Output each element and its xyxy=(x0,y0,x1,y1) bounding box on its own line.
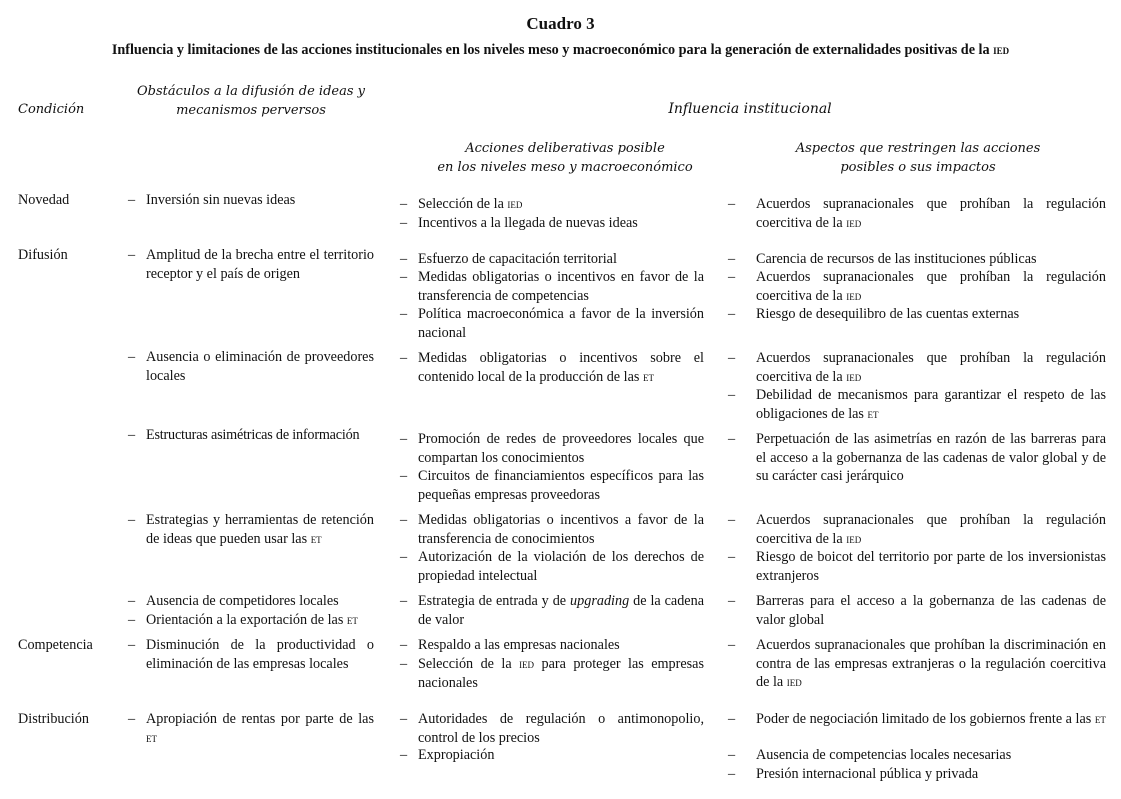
condition-difusion: Difusión xyxy=(18,247,68,263)
restriction-text: Riesgo de desequilibro de las cuentas externas xyxy=(756,306,1020,322)
restriction-item xyxy=(728,636,1106,692)
abbrev-ied: ied xyxy=(786,674,802,690)
action-item xyxy=(400,511,704,548)
bullet-dash: – xyxy=(400,251,408,267)
obstacle-text: Ausencia o eliminación de proveedores locales xyxy=(146,349,374,384)
bullet-dash: – xyxy=(728,593,736,609)
restriction-text-part: Poder de negociación limitado de los gobiernos frente a las xyxy=(756,711,1095,727)
bullet-dash: – xyxy=(128,593,136,609)
table-number: Cuadro 3 xyxy=(526,14,595,33)
action-text: Esfuerzo de capacitación territorial xyxy=(418,251,617,267)
action-text: Incentivos a la llegada de nuevas ideas xyxy=(418,215,638,231)
obstacle-item xyxy=(128,611,374,630)
action-item xyxy=(400,548,704,585)
action-item xyxy=(400,195,704,214)
bullet-dash: – xyxy=(128,192,136,208)
bullet-dash: – xyxy=(728,350,736,366)
restriction-text xyxy=(756,349,1106,386)
action-text xyxy=(418,592,704,629)
bullet-dash: – xyxy=(400,656,408,672)
action-text: Autoridades de regulación o antimonopolio, control de los precios xyxy=(418,711,704,746)
header-actions-line2: en los niveles meso y macroeconómico xyxy=(437,160,693,175)
bullet-dash: – xyxy=(128,637,136,653)
restriction-text xyxy=(756,268,1106,305)
restriction-text-part: Acuerdos supranacionales que prohíban la regulación coercitiva de la xyxy=(756,196,1106,231)
action-item xyxy=(400,710,704,747)
action-text: Medidas obligatorias o incentivos a favor de la transferencia de conocimientos xyxy=(418,512,704,547)
action-item xyxy=(400,467,704,504)
bullet-dash: – xyxy=(400,593,408,609)
action-text-part: Selección de la xyxy=(418,196,508,212)
abbrev-et: et xyxy=(1094,711,1106,726)
bullet-dash: – xyxy=(128,247,136,263)
bullet-dash: – xyxy=(128,612,136,628)
table-title xyxy=(0,42,1121,59)
restriction-text xyxy=(756,386,1106,423)
table-title-abbrev: ied xyxy=(993,42,1010,57)
restriction-text: Barreras para el acceso a la gobernanza de las cadenas de valor global xyxy=(756,593,1106,628)
action-item xyxy=(400,349,704,386)
obstacle-text: Inversión sin nuevas ideas xyxy=(146,192,296,208)
abbrev-ied: ied xyxy=(846,287,862,303)
restriction-item xyxy=(728,548,1106,585)
obstacle-item xyxy=(128,348,374,385)
condition-competencia: Competencia xyxy=(18,637,93,653)
abbrev-ied: ied xyxy=(846,214,862,230)
restriction-item xyxy=(728,592,1106,629)
bullet-dash: – xyxy=(400,269,408,285)
obstacle-text-part: Orientación a la exportación de las xyxy=(146,612,347,628)
restriction-item xyxy=(728,268,1106,305)
abbrev-ied: ied xyxy=(507,196,523,211)
bullet-dash: – xyxy=(400,431,408,447)
action-text xyxy=(418,195,704,214)
bullet-dash: – xyxy=(728,637,736,653)
action-item xyxy=(400,250,704,269)
action-item xyxy=(400,430,704,467)
bullet-dash: – xyxy=(728,549,736,565)
bullet-dash: – xyxy=(400,512,408,528)
restriction-item xyxy=(728,430,1106,486)
condition-distribucion: Distribución xyxy=(18,711,89,727)
restriction-text-part: Acuerdos supranacionales que prohíban la regulación coercitiva de la xyxy=(756,350,1106,385)
action-item xyxy=(400,268,704,305)
bullet-dash: – xyxy=(728,512,736,528)
bullet-dash: – xyxy=(128,427,135,443)
abbrev-ied: ied xyxy=(846,530,862,546)
action-text-part: Selección de la xyxy=(418,656,520,672)
bullet-dash: – xyxy=(400,549,408,565)
bullet-dash: – xyxy=(728,196,736,212)
header-restrictions-line1: Aspectos que restringen las acciones xyxy=(795,141,1041,156)
restriction-item xyxy=(728,746,1106,765)
obstacle-text: Ausencia de competidores locales xyxy=(146,593,339,609)
bullet-dash: – xyxy=(128,711,136,727)
abbrev-ied: ied xyxy=(846,368,862,384)
action-text-part: Medidas obligatorias o incentivos sobre el contenido local de la producción de las xyxy=(418,350,704,385)
header-restrictions xyxy=(728,139,1108,177)
action-text: Expropiación xyxy=(418,747,495,763)
obstacle-text: Estructuras asimétricas de información xyxy=(146,427,360,443)
obstacle-text: Amplitud de la brecha entre el territorio receptor y el país de origen xyxy=(146,247,374,282)
action-text xyxy=(418,655,704,692)
action-text-part: de la cadena de valor xyxy=(418,593,704,628)
restriction-text xyxy=(756,195,1106,232)
restriction-text-part: Acuerdos supranacionales que prohíban la regulación coercitiva de la xyxy=(756,269,1106,304)
action-item xyxy=(400,655,704,692)
action-item xyxy=(400,305,704,342)
restriction-text: Riesgo de boicot del territorio por parte de los inversionistas extranjeros xyxy=(756,549,1106,584)
restriction-item xyxy=(728,250,1106,269)
bullet-dash: – xyxy=(400,637,408,653)
obstacle-text xyxy=(146,611,374,630)
action-text: Circuitos de financiamientos específicos para las pequeñas empresas proveedoras xyxy=(418,468,704,503)
action-text-italic: upgrading xyxy=(570,593,630,609)
action-text: Respaldo a las empresas nacionales xyxy=(418,637,620,653)
abbrev-et: et xyxy=(310,530,322,546)
restriction-item xyxy=(728,349,1106,386)
action-text: Política macroeconómica a favor de la inversión nacional xyxy=(418,306,704,341)
obstacle-text: Disminución de la productividad o eliminación de las empresas locales xyxy=(146,637,374,672)
bullet-dash: – xyxy=(400,350,408,366)
restriction-text-part: Debilidad de mecanismos para garantizar el respeto de las obligaciones de las xyxy=(756,387,1106,422)
restriction-text xyxy=(756,710,1106,729)
bullet-dash: – xyxy=(728,766,736,782)
abbrev-et: et xyxy=(346,612,358,627)
header-restrictions-line2: posibles o sus impactos xyxy=(840,160,996,175)
restriction-text-part: Acuerdos supranacionales que prohíban la discriminación en contra de las empresas extranjeras o la regulación coercitiva de la xyxy=(756,637,1106,691)
obstacle-text xyxy=(146,511,374,548)
bullet-dash: – xyxy=(400,747,408,763)
bullet-dash: – xyxy=(728,269,736,285)
bullet-dash: – xyxy=(728,306,736,322)
restriction-text xyxy=(756,511,1106,548)
table-title-text: Influencia y limitaciones de las acciones institucionales en los niveles meso y macroeconómico para la generación de externalidades positivas de la xyxy=(111,42,994,58)
restriction-text: Perpetuación de las asimetrías en razón de las barreras para el acceso a la gobernanza de las cadenas de valor global y de su carácter casi jerárquico xyxy=(756,431,1106,485)
restriction-text-part: Acuerdos supranacionales que prohíban la regulación coercitiva de la xyxy=(756,512,1106,547)
obstacle-text-part: Estrategias y herramientas de retención de ideas que pueden usar las xyxy=(146,512,374,547)
restriction-item xyxy=(728,386,1106,423)
header-actions xyxy=(400,139,730,177)
obstacle-item xyxy=(128,511,374,548)
header-obstacles-line2: mecanismos perversos xyxy=(176,103,326,118)
restriction-item xyxy=(728,765,1106,784)
action-text xyxy=(418,349,704,386)
header-actions-line1: Acciones deliberativas posible xyxy=(465,141,665,156)
restriction-text: Ausencia de competencias locales necesarias xyxy=(756,747,1012,763)
abbrev-et: et xyxy=(642,368,654,384)
abbrev-ied: ied xyxy=(519,656,535,671)
bullet-dash: – xyxy=(400,468,408,484)
obstacle-item xyxy=(128,710,374,747)
bullet-dash: – xyxy=(728,747,736,763)
obstacle-item xyxy=(128,246,374,283)
obstacle-text-part: Apropiación de rentas por parte de las xyxy=(146,711,374,727)
restriction-text: Carencia de recursos de las instituciones públicas xyxy=(756,251,1037,267)
obstacle-item xyxy=(128,592,374,611)
bullet-dash: – xyxy=(728,387,736,403)
restriction-item xyxy=(728,195,1106,232)
bullet-dash: – xyxy=(400,306,408,322)
header-obstacles-line1: Obstáculos a la difusión de ideas y xyxy=(136,84,366,99)
obstacle-item xyxy=(128,191,374,210)
restriction-item xyxy=(728,305,1106,324)
action-text: Medidas obligatorias o incentivos en favor de la transferencia de competencias xyxy=(418,269,704,304)
action-text: Autorización de la violación de los derechos de propiedad intelectual xyxy=(418,549,704,584)
action-text-part: para proteger las empresas nacionales xyxy=(418,656,704,691)
restriction-text: Presión internacional pública y privada xyxy=(756,766,979,782)
obstacle-text xyxy=(146,710,374,747)
action-text-part: Estrategia de entrada y de xyxy=(418,593,571,609)
bullet-dash: – xyxy=(400,215,408,231)
bullet-dash: – xyxy=(728,711,736,727)
bullet-dash: – xyxy=(728,251,736,267)
abbrev-et: et xyxy=(146,729,157,745)
action-text: Promoción de redes de proveedores locales que compartan los conocimientos xyxy=(418,431,704,466)
abbrev-et: et xyxy=(867,405,879,421)
bullet-dash: – xyxy=(728,431,736,447)
action-item xyxy=(400,746,704,765)
restriction-text xyxy=(756,636,1106,692)
header-obstacles xyxy=(128,82,374,120)
action-item xyxy=(400,214,704,233)
action-item xyxy=(400,636,704,655)
bullet-dash: – xyxy=(400,711,408,727)
condition-novedad: Novedad xyxy=(18,192,70,208)
obstacle-item xyxy=(128,426,374,445)
header-condition: Condición xyxy=(18,102,85,117)
bullet-dash: – xyxy=(400,196,408,212)
bullet-dash: – xyxy=(128,349,136,365)
header-institutional-influence: Influencia institucional xyxy=(668,101,832,117)
restriction-item xyxy=(728,511,1106,548)
action-item xyxy=(400,592,704,629)
restriction-item xyxy=(728,710,1106,729)
obstacle-item xyxy=(128,636,374,673)
bullet-dash: – xyxy=(128,512,136,528)
